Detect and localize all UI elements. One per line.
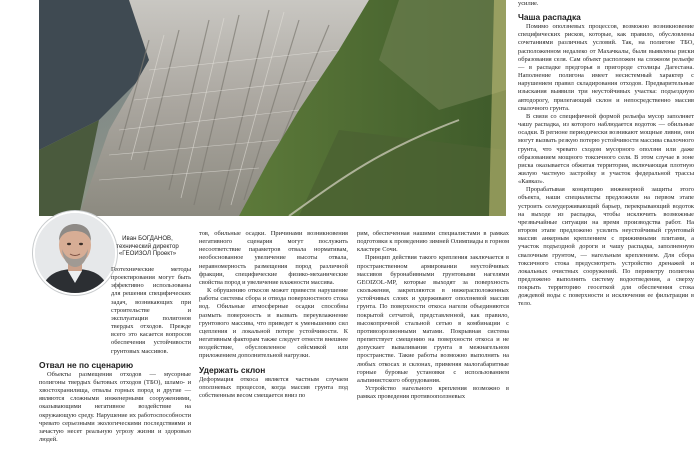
continued-word: усилие. [518,0,539,7]
paragraph: Устройство нагельного крепления возможно в рамках проведения противооползневых [357,384,509,401]
column-4 [518,0,694,309]
section-heading-otval: Отвал не по сценарию [39,359,134,370]
column-1 [39,266,191,444]
author-position: технический директор [116,242,179,250]
paragraph: тов, обильные осадки. Причинами возникновения негативного сценария могут послужить несоответствие параметров отвала нормативам, необоснованное увеличение высоты отвала, неравномерность размещения пород различной фракции, специфические физико-механические свойства пород и увеличение влажности массива. [199,230,348,286]
paragraph: Деформация откоса является частным случаем оползневых процессов, когда массив грунта под собственным весом смещается вниз по [199,375,348,399]
landfill-photo [39,0,506,216]
paragraph: Объекты размещения отходов — мусорные полигоны твердых бытовых отходов (ТБО), шламо- и хвостохранилища, отвалы горных пород и другие — являются сложными инженерными сооружениями, оказывающими негативное воздействие на окружающую среду. Нарушение их работоспособности чревато серьезными экологическими последствиями и зачастую несет реальную угрозу жизни и здоровью людей. [39,370,191,443]
paragraph: Прорабатывая концепцию инженерной защиты этого объекта, наши специалисты предложили на первом этапе устроить селеудерживающий барьер, перекрывающий водоток на выходе из распадка, чтобы исключить возможные чрезвычайные ситуации на время производства работ. На втором этапе предложено усилить неустойчивый грунтовый массив анкерным креплением с прижимными плитами, а участок подъездной дороги и чашу распадка, заполненную свалочным грунтом, — нагельным креплением. Для сбора токсичного стока предусмотреть устройство дренажей и локальных очистных сооружений. По периметру полигона предложено выполнить систему водоотведения, а сверху покрыть территорию геосеткой для обеспечения стока дождевой воды с поверхности и исключения ее фильтрации в тело. [518,186,694,308]
paragraph: К обрушению откосов может привести нарушение работы системы сбора и отвода поверхностного стока вод. Обильные атмосферные осадки способны размыть поверхность и вызвать переувлажнение грунтового массива, что приведет к уменьшению сил сцепления и локальной потере устойчивости. К негативным факторам также следует отнести внешнее воздействие, обусловленное сейсмикой или приложением дополнительной нагрузки. [199,287,348,360]
column-2 [199,230,348,400]
paragraph: рим, обеспеченная нашими специалистами в рамках подготовки к проведению зимней Олимпиады в горном кластере Сочи. [357,230,509,254]
author-company: «ГЕОИЗОЛ Проект» [118,250,177,258]
section-heading-chasha: Чаша распадка [518,12,581,23]
intro-paragraph: Геотехнические методы проектирования могут быть эффективно использованы для решения специфических задач, возникающих при строительстве и эксплуатации полигонов твердых отходов. Прежде всего это касается вопросов обеспечения устойчивости грунтовых массивов. [111,266,191,355]
column-3 [357,230,509,401]
section-heading-uderzhat: Удержать склон [199,364,266,375]
author-caption [100,235,195,258]
paragraph: Помимо оползневых процессов, возможно возникновение специфических рисков, которые, как правило, обусловлены сочетаниями различных условий. Так, на полигоне ТБО, расположенном недалеко от Махачкалы, были выявлены риски образования селя. Сам объект расположен на сложном рельефе — в распадке предгорья в пригороде столицы Дагестана. Наполнение полигона имеет несистемный характер с нарушением правил складирования отходов. Предварительные изыскания выявили три неустойчивых участка: подъездную автодорогу, прилегающий склон и непосредственно массив свалочного грунта. [518,23,694,112]
author-name: Иван БОГДАНОВ, [122,235,173,242]
paragraph: Принцип действия такого крепления заключается в пространственном армировании неустойчивых массивов буронабивными грунтовыми нагелями GEOIZOL-MP, которые выходят за поверхность скольжения, закрепляются в нижерасположенных устойчивых слоях и удерживают оползневой массив грунта. По поверхности откоса нагели объединяются покрытой сетчатой, представленной, как правило, высокопрочной стальной сетью в комбинации с противоэрозионными матами. Покрывная система препятствует смещению на поверхности откоса и не допускает вываливания грунта в межнагельном пространстве. Такие работы возможно выполнять на любых откосах и склонах, применяя малогабаритные горные буровые установки с использованием альпинистского оборудования. [357,254,509,384]
paragraph: В связи со специфичной формой рельефа мусор заполняет чашу распадка, из которого наблюдается водоток — обильные осадки. В регионе периодически возникают мощные ливни, они могут вызвать резкую потерю устойчивости массива свалочного грунта, что чревато сходом мусорного оползня или даже образованием мощного токсичного селя. В этом случае в зоне риска оказывается обжитая территория, включающая плотную жилую частную застройку и участок федеральной трассы «Кавказ». [518,112,694,186]
